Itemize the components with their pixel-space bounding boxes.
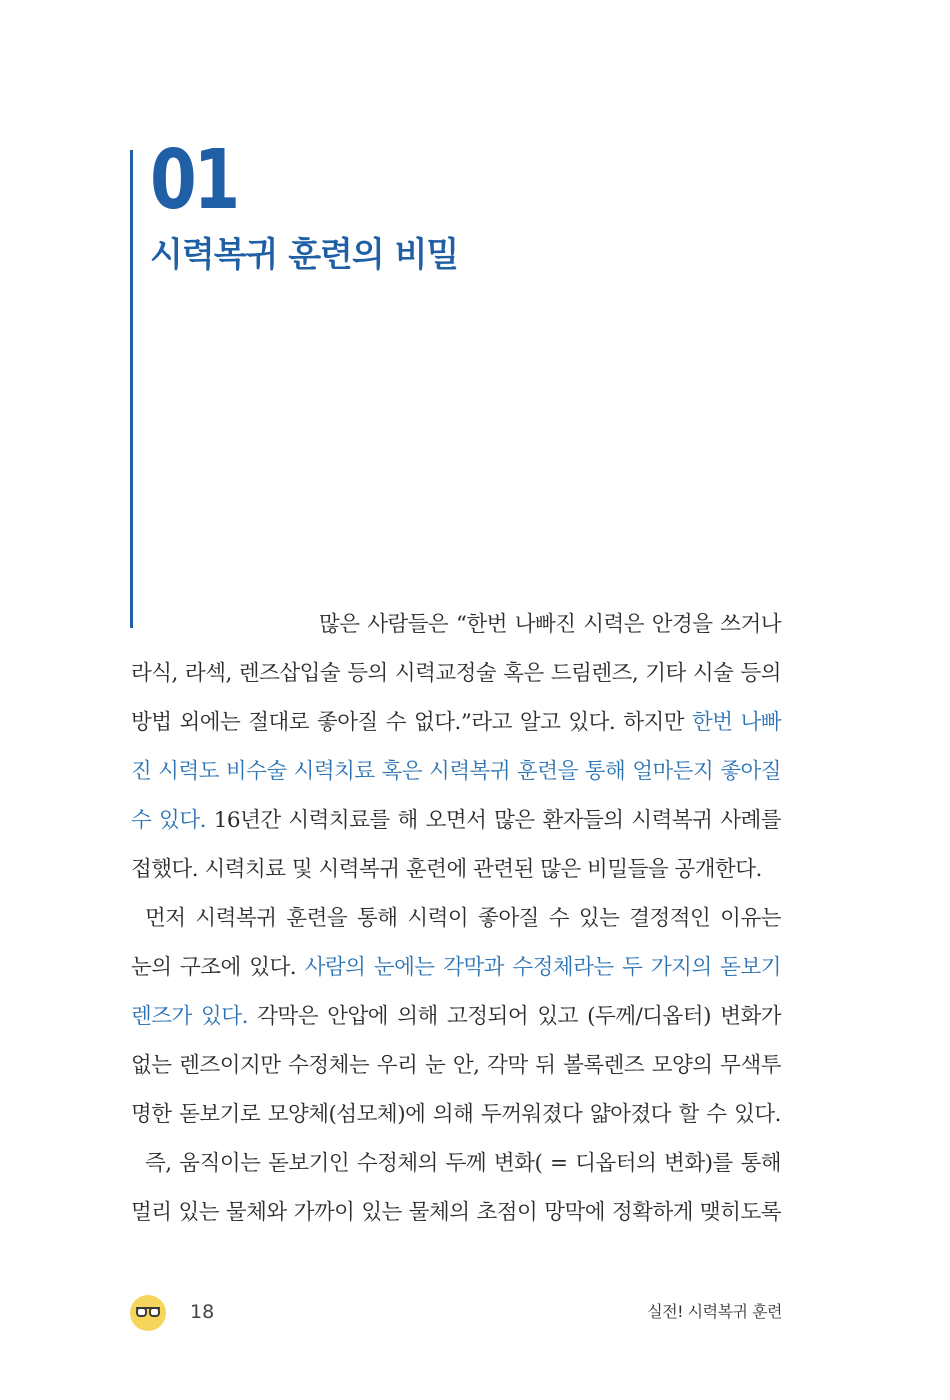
- body-text-segment: 멀리 있는 물체와 가까이 있는 물체의 초점이 망막에 정확하게 맺히도록: [131, 1200, 781, 1225]
- body-text: [131, 600, 781, 1237]
- chapter-accent-bar: [130, 150, 133, 628]
- body-text-segment: 많은 사람들은 “한번 나빠진 시력은 안경을 쓰거나: [319, 612, 781, 637]
- highlighted-text: 사람의 눈에는 각막과 수정체라는 두 가지의 돋보기: [304, 955, 781, 980]
- body-text-segment: 먼저 시력복귀 훈련을 통해 시력이 좋아질 수 있는 결정적인 이유는: [145, 906, 781, 931]
- chapter-title: 시력복귀 훈련의 비밀: [150, 235, 459, 275]
- body-line: [131, 796, 781, 845]
- body-text-segment: 즉, 움직이는 돋보기인 수정체의 두께 변화( = 디옵터의 변화)를 통해: [145, 1151, 781, 1176]
- highlighted-text: 진 시력도 비수술 시력치료 혹은 시력복귀 훈련을 통해 얼마든지 좋아질: [131, 759, 781, 784]
- highlighted-text: 한번 나빠: [691, 710, 782, 735]
- running-book-title: 실전! 시력복귀 훈련: [647, 1302, 782, 1321]
- highlighted-text: 렌즈가 있다.: [131, 1004, 248, 1029]
- body-line: [131, 1188, 781, 1237]
- body-line: [131, 1090, 781, 1139]
- page-number: 18: [190, 1301, 215, 1323]
- chapter-number: 01: [150, 133, 238, 228]
- body-line: [131, 747, 781, 796]
- body-text-segment: 각막은 안압에 의해 고정되어 있고 (두께/디옵터) 변화가: [247, 1004, 782, 1029]
- body-text-segment: 명한 돋보기로 모양체(섬모체)에 의해 두꺼워졌다 얇아졌다 할 수 있다.: [131, 1102, 781, 1127]
- body-text-segment: 16년간 시력치료를 해 오면서 많은 환자들의 시력복귀 사례를: [205, 808, 781, 833]
- body-text-segment: 접했다. 시력치료 및 시력복귀 훈련에 관련된 많은 비밀들을 공개한다.: [131, 857, 762, 882]
- glasses-icon: [130, 1295, 166, 1331]
- body-line: [131, 600, 781, 649]
- body-line: [131, 1041, 781, 1090]
- body-line: [131, 943, 781, 992]
- body-text-segment: 라식, 라섹, 렌즈삽입술 등의 시력교정술 혹은 드림렌즈, 기타 시술 등의: [131, 661, 781, 686]
- body-text-segment: 눈의 구조에 있다.: [131, 955, 305, 980]
- body-line: [131, 698, 781, 747]
- body-line: [131, 894, 781, 943]
- body-line: [131, 1139, 781, 1188]
- body-line: [131, 845, 781, 894]
- highlighted-text: 수 있다.: [131, 808, 206, 833]
- body-line: [131, 992, 781, 1041]
- body-text-segment: 방법 외에는 절대로 좋아질 수 없다.”라고 알고 있다. 하지만: [131, 710, 692, 735]
- body-line: [131, 649, 781, 698]
- body-text-segment: 없는 렌즈이지만 수정체는 우리 눈 안, 각막 뒤 볼록렌즈 모양의 무색투: [131, 1053, 781, 1078]
